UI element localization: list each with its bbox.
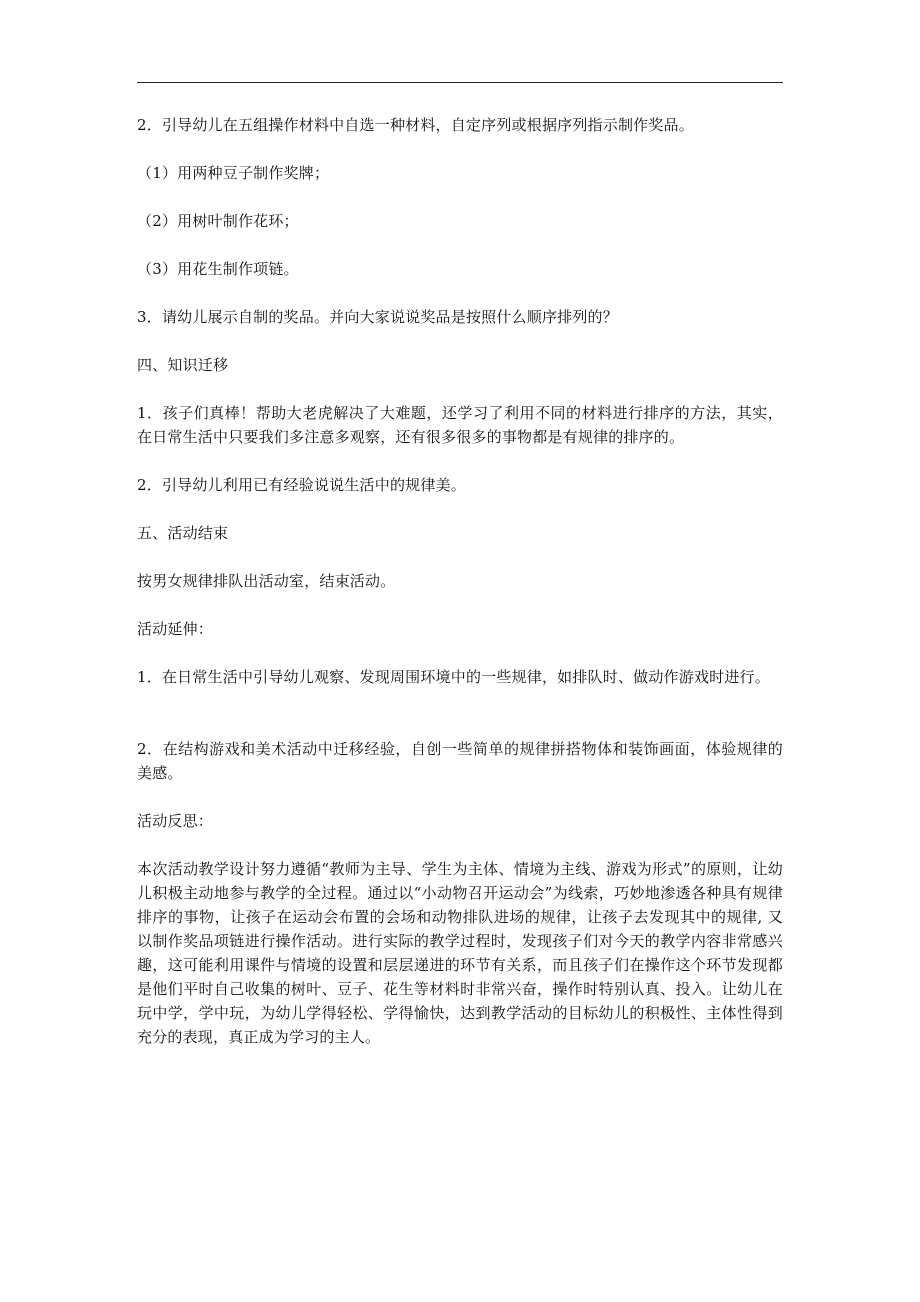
- sub-item-1: （1）用两种豆子制作奖牌；: [137, 164, 330, 182]
- section-4-heading: 四、知识迁移: [137, 356, 229, 374]
- reflection-body: 本次活动教学设计努力遵循“教师为主导、学生为主体、情境为主线、游戏为形式”的原则，让幼儿积极主动地参与教学的全过程。通过以“小动物召开运动会”为线索，巧妙地渗透各种具有规律排序的事物，让孩子在运动会布置的会场和动物排队进场的规律，让孩子去发现其中的规律, 又以制作奖品项链进行操作活动。进行实际的教学过程时，发现孩子们对今天的教学内容非常感兴趣，这可能利用课件与情境的设置和层层递进的环节有关系，而且孩子们在操作这个环节发现都是他们平时自己收集的树叶、豆子、花生等材料时非常兴奋，操作时特别认真、投入。让幼儿在玩中学，学中玩，为幼儿学得轻松、学得愉快，达到教学活动的目标幼儿的积极性、主体性得到充分的表现，真正成为学习的主人。: [137, 860, 783, 1046]
- transfer-item-1: 1．孩子们真棒！帮助大老虎解决了大难题，还学习了利用不同的材料进行排序的方法，其实，在日常生活中只要我们多注意多观察，还有很多很多的事物都是有规律的排序的。: [137, 404, 783, 446]
- extension-heading: 活动延伸：: [137, 620, 214, 638]
- sub-item-3: （3）用花生制作项链。: [137, 260, 299, 278]
- section-5-heading: 五、活动结束: [137, 524, 229, 542]
- step-3-paragraph: 3．请幼儿展示自制的奖品。并向大家说说奖品是按照什么顺序排列的？: [137, 308, 618, 326]
- sub-item-2: （2）用树叶制作花环；: [137, 212, 299, 230]
- reflection-heading: 活动反思：: [137, 812, 214, 830]
- extension-item-1: 1．在日常生活中引导幼儿观察、发现周围环境中的一些规律，如排队时、做动作游戏时进行。: [137, 668, 770, 686]
- extension-item-2: 2．在结构游戏和美术活动中迁移经验，自创一些简单的规律拼搭物体和装饰画面，体验规律的美感。: [137, 740, 783, 782]
- ending-paragraph: 按男女规律排队出活动室，结束活动。: [137, 572, 396, 590]
- header-rule: [137, 82, 783, 83]
- transfer-item-2: 2．引导幼儿利用已有经验说说生活中的规律美。: [137, 476, 466, 494]
- step-2-paragraph: 2．引导幼儿在五组操作材料中自选一种材料，自定序列或根据序列指示制作奖品。: [137, 116, 694, 134]
